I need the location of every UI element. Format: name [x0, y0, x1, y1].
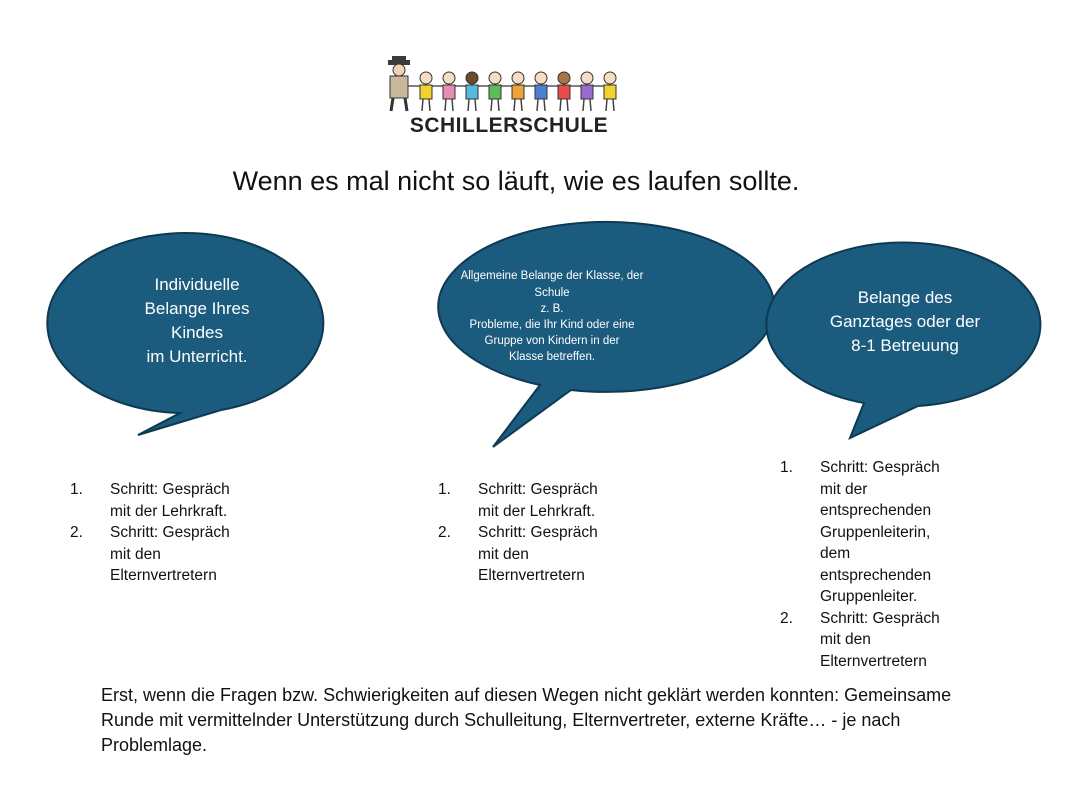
bubble-line: Belange Ihres — [144, 299, 250, 318]
bubble-right-text — [792, 282, 1018, 362]
step-text-line: mit den — [820, 631, 871, 648]
step-text-line: Schritt: Gespräch — [478, 524, 598, 541]
step-number: 2. — [438, 524, 451, 541]
step-number: 1. — [780, 459, 793, 476]
step-text-line: Schritt: Gespräch — [110, 524, 230, 541]
step-text-line: Schritt: Gespräch — [110, 481, 230, 498]
bubble-left-text — [92, 266, 302, 376]
step-item — [438, 479, 638, 522]
bubble-line: im Unterricht. — [146, 347, 248, 366]
footer-line: Runde mit vermittelnder Unterstützung durch Schulleitung, Elternvertreter, externe Kräfte… - je nach — [101, 710, 901, 730]
logo-text: SCHILLERSCHULE — [409, 114, 609, 137]
steps-list-left — [70, 479, 270, 587]
step-text-line: Schritt: Gespräch — [820, 459, 940, 476]
footer-note — [101, 683, 1061, 758]
step-text-line: Gruppenleiter. — [820, 588, 918, 605]
bubble-line: 8-1 Betreuung — [851, 336, 959, 355]
step-text-line: entsprechenden — [820, 566, 932, 584]
step-item — [70, 479, 270, 522]
step-item — [70, 522, 270, 587]
bubble-line: Probleme, die Ihr Kind oder eine — [469, 319, 635, 331]
step-text-line: mit der — [820, 480, 868, 498]
step-number: 1. — [70, 481, 83, 498]
steps-list-middle — [438, 479, 638, 587]
step-item — [780, 608, 980, 673]
step-text-line: Elternvertretern — [820, 652, 927, 670]
bubble-line: Ganztages oder der — [829, 312, 981, 331]
step-text-line: mit der Lehrkraft. — [110, 502, 228, 520]
step-text-line: entsprechenden — [820, 502, 932, 519]
step-text-line: mit den — [478, 545, 529, 563]
footer-line: Erst, wenn die Fragen bzw. Schwierigkeiten auf diesen Wegen nicht geklärt werden konnten: Gemeinsame — [101, 685, 952, 705]
step-text-line: Gruppenleiterin, — [820, 523, 931, 541]
bubble-line: Schule — [534, 286, 570, 299]
step-item — [780, 457, 980, 608]
bubble-line: Allgemeine Belange der Klasse, der — [460, 270, 644, 283]
step-number: 2. — [780, 609, 793, 627]
bubble-line: z. B. — [540, 302, 564, 315]
bubble-line: Klasse betreffen. — [508, 351, 596, 364]
footer-line: Problemlage. — [101, 735, 208, 755]
step-number: 1. — [438, 481, 451, 498]
step-text-line: Elternvertretern — [110, 567, 217, 584]
bubble-line: Kindes — [171, 323, 223, 342]
step-text-line: dem — [820, 545, 851, 562]
step-text-line: Schritt: Gespräch — [820, 609, 940, 627]
step-item — [438, 522, 638, 587]
step-text-line: Schritt: Gespräch — [478, 481, 598, 498]
bubble-line: Belange des — [857, 288, 953, 307]
step-text-line: mit den — [110, 545, 161, 563]
bubble-line: Individuelle — [154, 275, 240, 294]
step-number: 2. — [70, 524, 83, 541]
bubble-line: Gruppe von Kindern in der — [484, 335, 620, 348]
step-text-line: Elternvertretern — [478, 567, 585, 584]
step-text-line: mit der Lehrkraft. — [478, 502, 596, 520]
steps-list-right — [780, 457, 980, 672]
page-title: Wenn es mal nicht so läuft, wie es laufen sollte. — [232, 166, 800, 196]
bubble-middle-text — [432, 262, 672, 372]
